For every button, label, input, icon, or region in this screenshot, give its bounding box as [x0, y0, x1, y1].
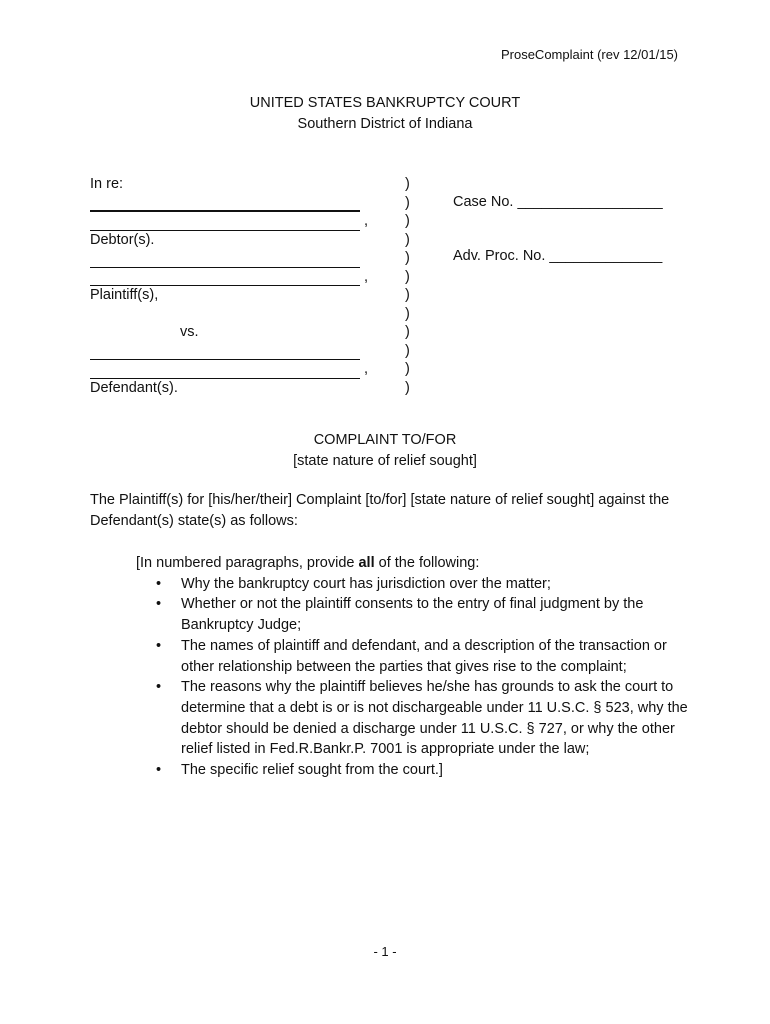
in-re-label: In re:: [90, 176, 124, 192]
case-number-field[interactable]: Case No. __________________: [453, 194, 663, 210]
instructions-block: [136, 553, 696, 781]
court-name: UNITED STATES BANKRUPTCY COURT: [249, 95, 521, 111]
caption-paren: ): [405, 268, 410, 285]
bullet-icon: •: [156, 596, 162, 613]
list-item-text: The names of plaintiff and defendant, and a description of the transaction or other relationship between the parties that gives rise to the complaint;: [181, 637, 667, 675]
debtor-name-line-1[interactable]: [90, 197, 360, 212]
adv-proc-number-field[interactable]: Adv. Proc. No. ______________: [453, 248, 663, 264]
list-item: [136, 677, 696, 760]
list-item: [136, 574, 696, 595]
caption-paren: ): [405, 213, 410, 229]
page-number: - 1 -: [373, 944, 397, 959]
instructions-list: [136, 574, 696, 781]
defendant-name-line-1[interactable]: [90, 346, 360, 360]
debtor-label: Debtor(s).: [90, 231, 155, 248]
list-item-text: The specific relief sought from the court.]: [181, 762, 443, 779]
bullet-icon: •: [156, 762, 162, 779]
form-revision: ProseComplaint (rev 12/01/15): [500, 47, 678, 62]
list-item-text: Whether or not the plaintiff consents to the entry of final judgment by the Bankruptcy Judge;: [181, 596, 644, 634]
caption-paren: ): [405, 250, 410, 266]
instructions-suffix: of the following:: [374, 555, 480, 571]
caption-comma: ,: [364, 361, 369, 377]
court-heading: [0, 93, 770, 135]
instructions-bold: all: [358, 555, 375, 571]
bullet-icon: •: [156, 679, 162, 696]
complaint-subtitle: [state nature of relief sought]: [293, 453, 477, 469]
caption-paren: ): [405, 231, 410, 248]
caption-comma: ,: [364, 268, 369, 285]
defendant-name-line-2[interactable]: [90, 365, 360, 379]
plaintiff-name-line-1[interactable]: [90, 254, 360, 268]
caption-paren: ): [405, 379, 410, 396]
caption-paren: ): [405, 287, 410, 303]
list-item: [136, 636, 696, 677]
vs-label: vs.: [180, 324, 199, 340]
list-item: [136, 594, 696, 635]
court-district: Southern District of Indiana: [297, 116, 473, 132]
debtor-name-line-2[interactable]: [90, 217, 360, 231]
complaint-title-block: [0, 430, 770, 472]
bullet-icon: •: [156, 575, 162, 592]
plaintiff-label: Plaintiff(s),: [90, 287, 159, 303]
intro-paragraph: The Plaintiff(s) for [his/her/their] Complaint [to/for] [state nature of relief sought] against the Defendant(s) state(s) as follows:: [90, 492, 670, 529]
complaint-title: COMPLAINT TO/FOR: [313, 432, 457, 448]
list-item-text: The reasons why the plaintiff believes he/she has grounds to ask the court to determine that a debt is or is not dischargeable under 11 U.S.C. § 523, why the debtor should be denied a discharge under 11 U.S.C. § 727, or why the other relief listed in Fed.R.Bankr.P. 7001 is appropriate under the law;: [181, 679, 688, 758]
caption-paren: ): [405, 342, 410, 359]
caption-paren: ): [405, 194, 410, 211]
bullet-icon: •: [156, 637, 162, 654]
list-item: [136, 760, 696, 781]
caption-parens: [405, 175, 410, 397]
instructions-heading: [136, 553, 696, 574]
instructions-prefix: [In numbered paragraphs, provide: [136, 555, 359, 571]
caption-paren: ): [405, 361, 410, 377]
caption-comma: ,: [364, 213, 369, 229]
caption-parties: [90, 175, 368, 397]
defendant-label: Defendant(s).: [90, 379, 178, 396]
plaintiff-name-line-2[interactable]: [90, 272, 360, 286]
caption-paren: ): [405, 305, 410, 322]
list-item-text: Why the bankruptcy court has jurisdiction over the matter;: [181, 575, 551, 592]
caption-paren: ): [405, 176, 410, 192]
caption-paren: ): [405, 324, 410, 340]
